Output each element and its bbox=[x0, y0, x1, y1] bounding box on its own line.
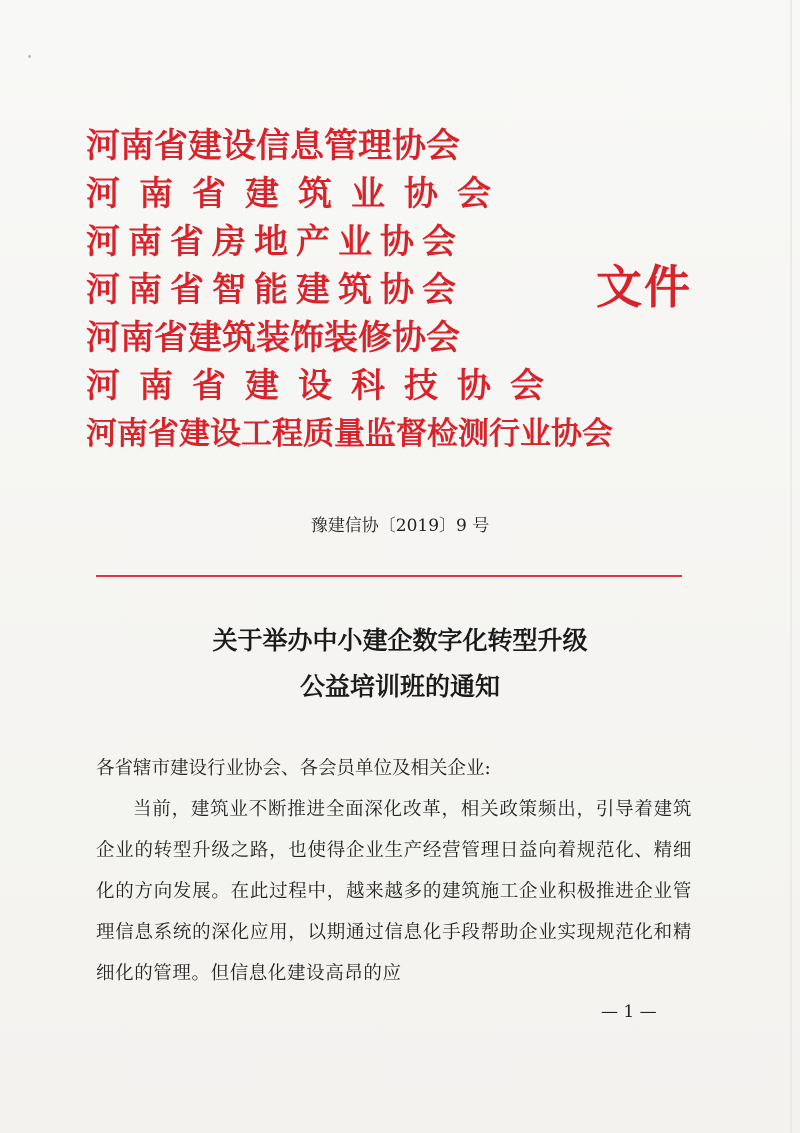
document-number: 豫建信协〔2019〕9 号 bbox=[310, 516, 490, 536]
title-line-1: 关于举办中小建企数字化转型升级 bbox=[212, 626, 588, 655]
document-type-label: 文件 bbox=[596, 260, 692, 314]
org-line-5: 河南省建筑装饰装修协会 bbox=[86, 318, 460, 358]
org-line-6: 河南省建设科技协会 bbox=[86, 366, 563, 406]
document-title bbox=[0, 618, 800, 710]
page-number: — 1 — bbox=[601, 1002, 657, 1022]
scan-mark bbox=[28, 55, 31, 58]
scan-edge bbox=[790, 0, 792, 1133]
org-line-2: 河南省建筑业协会 bbox=[86, 174, 510, 214]
org-line-3: 河南省房地产业协会 bbox=[86, 222, 464, 262]
title-line-2: 公益培训班的通知 bbox=[299, 672, 500, 701]
org-line-4: 河南省智能建筑协会 bbox=[86, 270, 464, 310]
org-line-1: 河南省建设信息管理协会 bbox=[86, 126, 460, 166]
document-body bbox=[96, 748, 692, 994]
red-divider-line bbox=[96, 575, 682, 577]
paragraph-1: 当前，建筑业不断推进全面深化改革，相关政策频出，引导着建筑企业的转型升级之路，也使得企业生产经营管理日益向着规范化、精细化的方向发展。在此过程中，越来越多的建筑施工企业积极推进企业管理信息系统的深化应用，以期通过信息化手段帮助企业实现规范化和精细化的管理。但信息化建设高昂的应 bbox=[96, 799, 692, 984]
org-line-7: 河南省建设工程质量监督检测行业协会 bbox=[86, 416, 613, 452]
salutation: 各省辖市建设行业协会、各会员单位及相关企业: bbox=[96, 758, 491, 779]
issuing-organizations bbox=[86, 122, 613, 458]
